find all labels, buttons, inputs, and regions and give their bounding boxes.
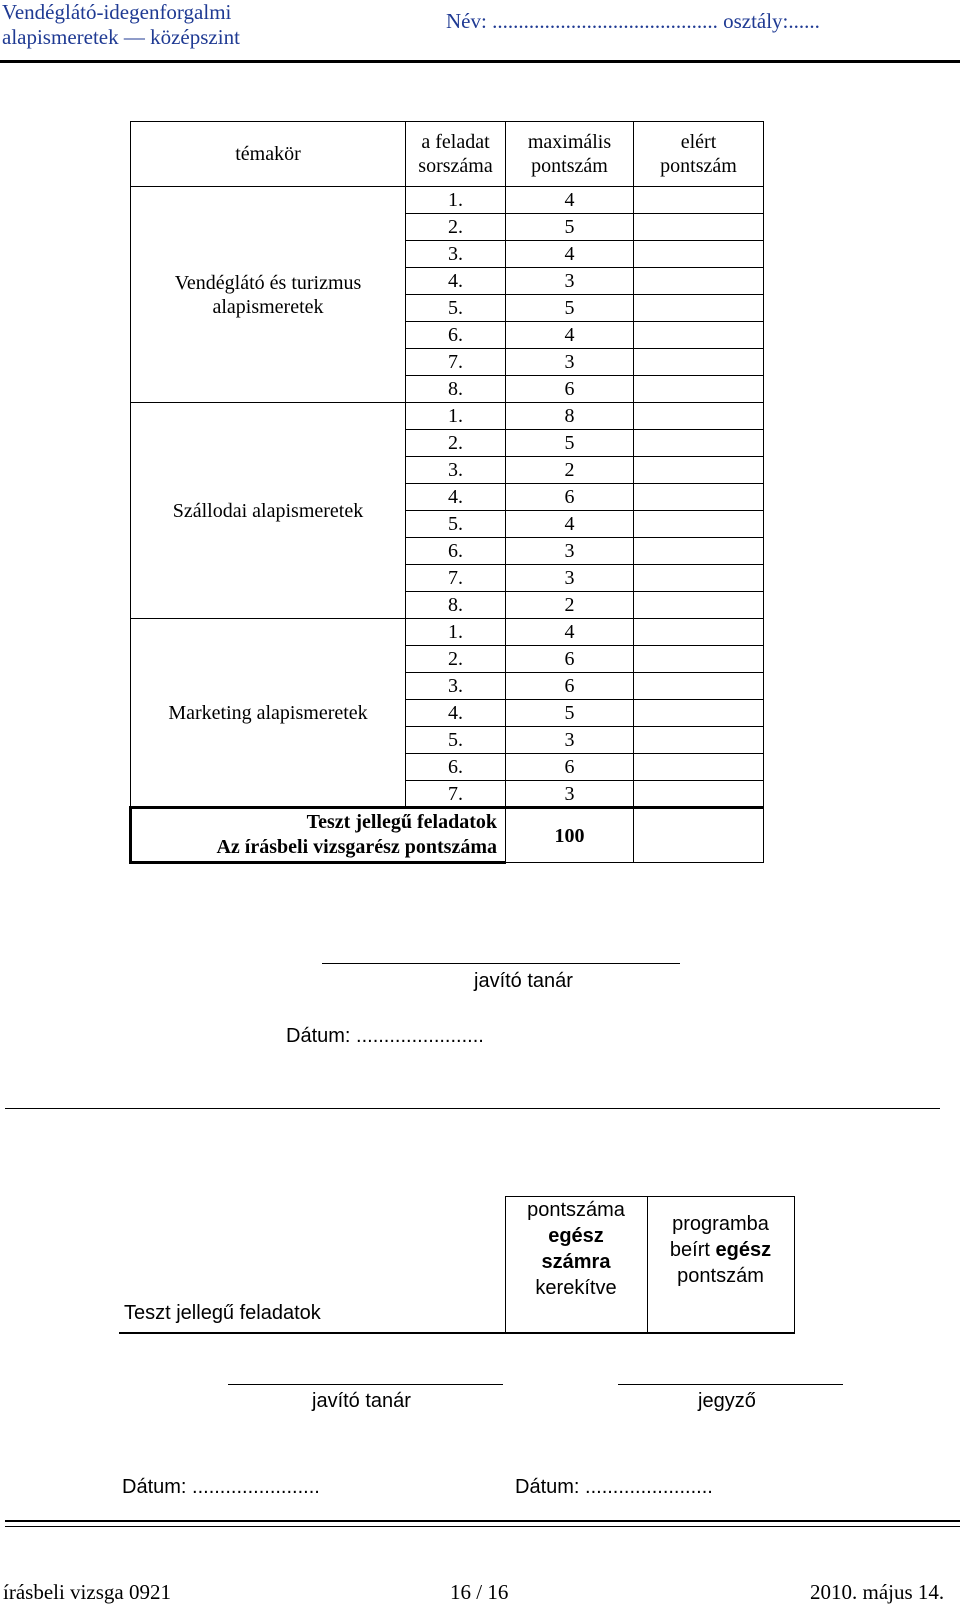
- task-number: 2.: [406, 646, 506, 673]
- total-achieved-points[interactable]: [634, 808, 764, 863]
- rounded-score-line2: egész: [548, 1225, 604, 1247]
- task-number: 7.: [406, 349, 506, 376]
- task-number: 3.: [406, 241, 506, 268]
- max-points: 4: [506, 241, 634, 268]
- max-points: 3: [506, 268, 634, 295]
- footer-rule: [5, 1520, 960, 1522]
- subject-line-1: Vendéglátó-idegenforgalmi: [2, 0, 232, 24]
- achieved-points[interactable]: [634, 403, 764, 430]
- max-points: 2: [506, 592, 634, 619]
- max-points: 3: [506, 565, 634, 592]
- header-achieved-line2: pontszám: [660, 155, 737, 177]
- max-points: 8: [506, 403, 634, 430]
- final-score-table: [119, 1196, 795, 1334]
- footer-date: 2010. május 14.: [810, 1580, 945, 1604]
- max-points: 6: [506, 484, 634, 511]
- total-row: [131, 808, 764, 863]
- header-achieved-line1: elért: [680, 131, 717, 153]
- date-field-right: Dátum: .......................: [515, 1476, 713, 1498]
- entered-score-cell[interactable]: [647, 1197, 794, 1333]
- header-max-line1: maximális: [527, 131, 612, 153]
- task-number: 8.: [406, 376, 506, 403]
- task-number: 6.: [406, 322, 506, 349]
- notary-label: jegyző: [698, 1390, 756, 1412]
- task-number: 4.: [406, 700, 506, 727]
- score-table: [129, 121, 764, 864]
- task-number: 3.: [406, 457, 506, 484]
- achieved-points[interactable]: [634, 700, 764, 727]
- max-points: 5: [506, 214, 634, 241]
- task-number: 6.: [406, 538, 506, 565]
- task-number: 3.: [406, 673, 506, 700]
- achieved-points[interactable]: [634, 781, 764, 808]
- header-achieved-points: [634, 122, 764, 187]
- task-number: 1.: [406, 403, 506, 430]
- total-max-points: 100: [506, 808, 634, 863]
- topic-label: Marketing alapismeretek: [168, 701, 368, 724]
- achieved-points[interactable]: [634, 592, 764, 619]
- achieved-points[interactable]: [634, 322, 764, 349]
- total-label-line2: Az írásbeli vizsgarész pontszáma: [216, 836, 497, 858]
- max-points: 3: [506, 781, 634, 808]
- task-number: 2.: [406, 214, 506, 241]
- rounded-score-line1: pontszáma: [527, 1199, 625, 1221]
- section-divider: [5, 1108, 940, 1109]
- max-points: 3: [506, 727, 634, 754]
- max-points: 5: [506, 700, 634, 727]
- task-number: 7.: [406, 565, 506, 592]
- final-row-label: Teszt jellegű feladatok: [119, 1197, 505, 1333]
- header-rule: [0, 60, 960, 63]
- topic-cell: [131, 187, 406, 403]
- task-number: 6.: [406, 754, 506, 781]
- page-header-subject: [2, 0, 240, 50]
- footer-page-number: 16 / 16: [450, 1580, 509, 1604]
- corrector-label: javító tanár: [474, 970, 573, 992]
- max-points: 3: [506, 349, 634, 376]
- achieved-points[interactable]: [634, 268, 764, 295]
- achieved-points[interactable]: [634, 646, 764, 673]
- max-points: 4: [506, 322, 634, 349]
- task-number: 8.: [406, 592, 506, 619]
- subject-line-2: alapismeretek — középszint: [2, 25, 240, 49]
- max-points: 4: [506, 187, 634, 214]
- table-row: [131, 619, 764, 646]
- table-row: [131, 187, 764, 214]
- rounded-score-line4: kerekítve: [535, 1277, 617, 1299]
- name-class-field: Név: ........................................... osztály:......: [446, 9, 820, 33]
- max-points: 6: [506, 376, 634, 403]
- corrector-label-2: javító tanár: [312, 1390, 411, 1412]
- task-number: 2.: [406, 430, 506, 457]
- header-task-number-line2: sorszáma: [418, 155, 493, 177]
- achieved-points[interactable]: [634, 349, 764, 376]
- achieved-points[interactable]: [634, 295, 764, 322]
- signature-line-notary: [618, 1384, 843, 1385]
- footer-rule-thin: [5, 1526, 960, 1527]
- max-points: 6: [506, 646, 634, 673]
- entered-score-line3: pontszám: [677, 1265, 764, 1287]
- achieved-points[interactable]: [634, 619, 764, 646]
- max-points: 5: [506, 295, 634, 322]
- rounded-score-cell[interactable]: [505, 1197, 647, 1333]
- signature-line-corrector-2: [228, 1384, 503, 1385]
- achieved-points[interactable]: [634, 430, 764, 457]
- topic-label-line2: alapismeretek: [212, 295, 324, 318]
- footer-exam-code: írásbeli vizsga 0921: [3, 1580, 171, 1604]
- task-number: 4.: [406, 484, 506, 511]
- total-label: [131, 808, 506, 863]
- header-topic-label: témakör: [235, 143, 301, 165]
- achieved-points[interactable]: [634, 187, 764, 214]
- score-table-header-row: [131, 122, 764, 187]
- task-number: 5.: [406, 295, 506, 322]
- achieved-points[interactable]: [634, 241, 764, 268]
- final-score-row: [119, 1197, 794, 1333]
- total-label-line1: Teszt jellegű feladatok: [306, 811, 497, 833]
- topic-label: Vendéglátó és turizmus: [174, 271, 362, 294]
- max-points: 6: [506, 673, 634, 700]
- date-field: Dátum: .......................: [286, 1025, 484, 1047]
- table-row: [131, 403, 764, 430]
- achieved-points[interactable]: [634, 511, 764, 538]
- achieved-points[interactable]: [634, 538, 764, 565]
- max-points: 5: [506, 430, 634, 457]
- entered-score-line2b: egész: [715, 1239, 772, 1261]
- header-task-number-line1: a feladat: [421, 131, 490, 153]
- achieved-points[interactable]: [634, 457, 764, 484]
- task-number: 5.: [406, 511, 506, 538]
- header-max-points: [506, 122, 634, 187]
- header-topic: [131, 122, 406, 187]
- max-points: 4: [506, 619, 634, 646]
- max-points: 6: [506, 754, 634, 781]
- task-number: 1.: [406, 187, 506, 214]
- topic-label: Szállodai alapismeretek: [172, 499, 364, 522]
- max-points: 3: [506, 538, 634, 565]
- achieved-points[interactable]: [634, 376, 764, 403]
- date-field-left: Dátum: .......................: [122, 1476, 320, 1498]
- rounded-score-line3: számra: [541, 1251, 611, 1273]
- achieved-points[interactable]: [634, 214, 764, 241]
- max-points: 4: [506, 511, 634, 538]
- entered-score-line2: [648, 1237, 794, 1263]
- achieved-points[interactable]: [634, 565, 764, 592]
- task-number: 5.: [406, 727, 506, 754]
- achieved-points[interactable]: [634, 673, 764, 700]
- task-number: 4.: [406, 268, 506, 295]
- topic-cell: [131, 619, 406, 808]
- task-number: 1.: [406, 619, 506, 646]
- entered-score-line1: programba: [672, 1213, 769, 1235]
- task-number: 7.: [406, 781, 506, 808]
- max-points: 2: [506, 457, 634, 484]
- header-task-number: [406, 122, 506, 187]
- header-max-line2: pontszám: [531, 155, 608, 177]
- topic-cell: [131, 403, 406, 619]
- achieved-points[interactable]: [634, 754, 764, 781]
- achieved-points[interactable]: [634, 727, 764, 754]
- signature-line-corrector: [322, 963, 680, 964]
- entered-score-line2a: beírt: [669, 1239, 716, 1261]
- achieved-points[interactable]: [634, 484, 764, 511]
